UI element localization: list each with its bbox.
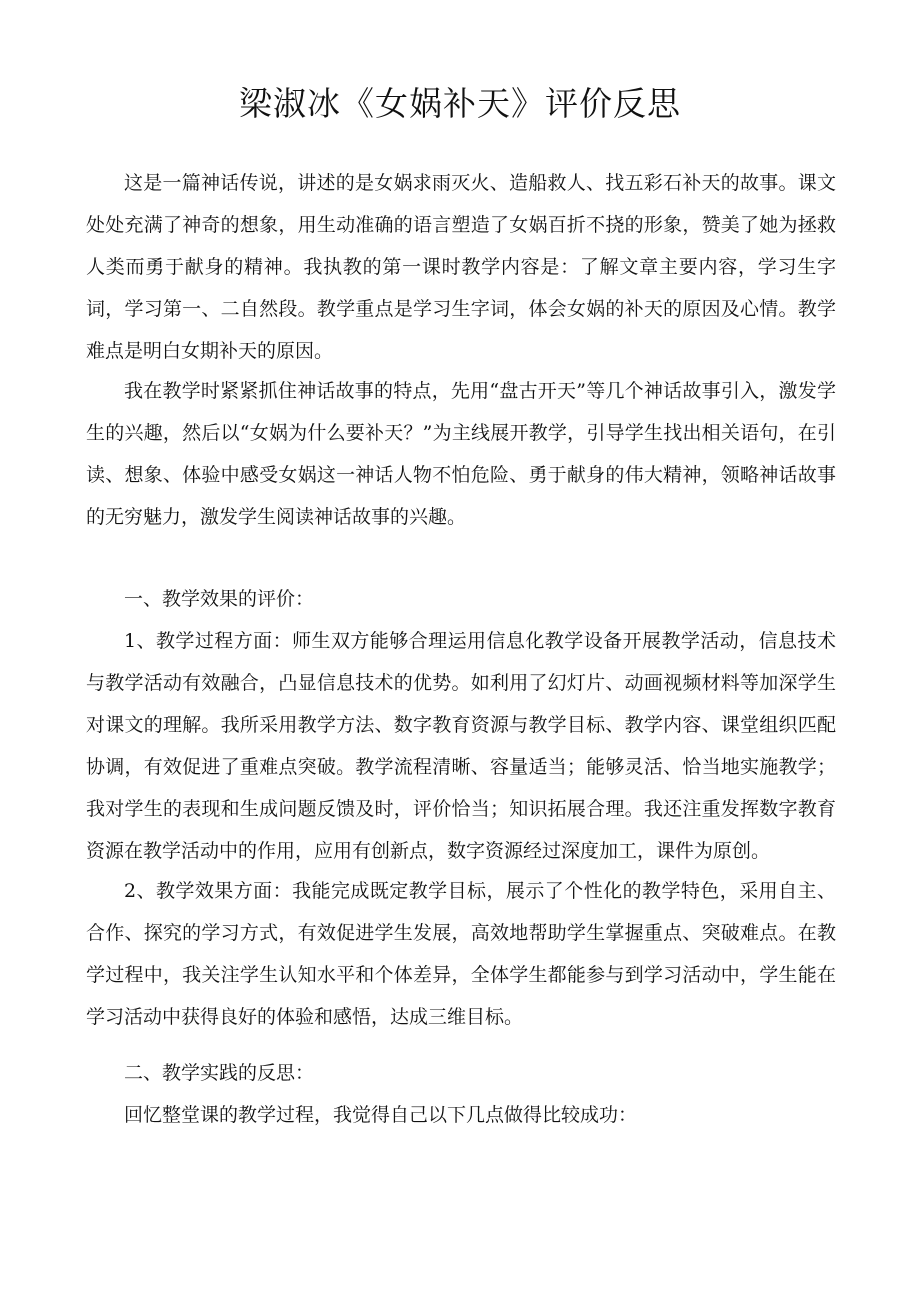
method-paragraph: 我在教学时紧紧抓住神话故事的特点，先用“盘古开天”等几个神话故事引入，激发学生的兴趣，然后以“女娲为什么要补天？”为主线展开教学，引导学生找出相关语句，在引读、想象、体验中感受女娲这一神话人物不怕危险、勇于献身的伟大精神，领略神话故事的无穷魅力，激发学生阅读神话故事的兴趣。 xyxy=(86,380,836,528)
intro-paragraph: 这是一篇神话传说，讲述的是女娲求雨灭火、造船救人、找五彩石补天的故事。课文处处充满了神奇的想象，用生动准确的语言塑造了女娲百折不挠的形象，赞美了她为拯救人类而勇于献身的精神。我执教的第一课时教学内容是：了解文章主要内容，学习生字词，学习第一、二自然段。教学重点是学习生字词，体会女娲的补天的原因及心情。教学难点是明白女期补天的原因。 xyxy=(86,172,836,362)
document-title: 梁淑冰《女娲补天》评价反思 xyxy=(239,84,681,123)
reflection-paragraph: 回忆整堂课的教学过程，我觉得自己以下几点做得比较成功： xyxy=(124,1104,638,1126)
teaching-process-paragraph: 1、教学过程方面：师生双方能够合理运用信息化教学设备开展教学活动，信息技术与教学活动有效融合，凸显信息技术的优势。如利用了幻灯片、动画视频材料等加深学生对课文的理解。我所采用教学方法、数字教育资源与教学目标、教学内容、课堂组织匹配协调，有效促进了重难点突破。教学流程清晰、容量适当；能够灵活、恰当地实施教学；我对学生的表现和生成问题反馈及时，评价恰当；知识拓展合理。我还注重发挥数字教育资源在教学活动中的作用，应用有创新点，数字资源经过深度加工，课件为原创。 xyxy=(86,630,836,862)
section-heading-reflection: 二、教学实践的反思： xyxy=(124,1062,315,1084)
section-heading-evaluation: 一、教学效果的评价： xyxy=(124,588,315,610)
teaching-effect-paragraph: 2、教学效果方面：我能完成既定教学目标，展示了个性化的教学特色，采用自主、合作、探究的学习方式，有效促进学生发展，高效地帮助学生掌握重点、突破难点。在教学过程中，我关注学生认知水平和个体差异，全体学生都能参与到学习活动中，学生能在学习活动中获得良好的体验和感悟，达成三维目标。 xyxy=(86,880,836,1028)
